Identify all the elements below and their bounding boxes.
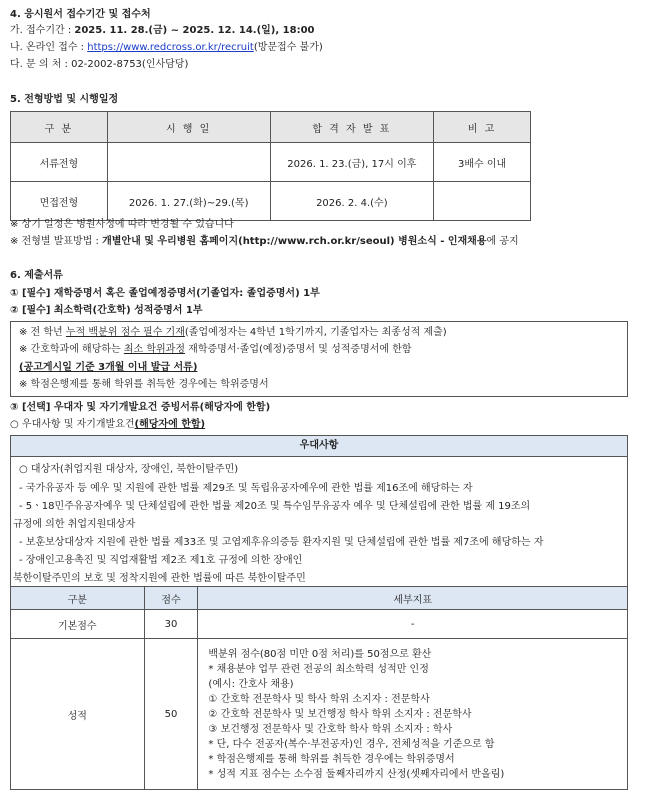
note-text: 재학증명서·졸업(예정)증명서 및 성적증명서에 한함 — [185, 344, 412, 355]
table-cell: 50 — [144, 639, 198, 790]
section6-title: 6. 제출서류 — [10, 270, 63, 281]
schedule-header: 구 분 — [11, 112, 108, 143]
note-text: ※ 전 학년 — [19, 327, 66, 338]
table-cell: 2026. 2. 4.(수) — [270, 182, 434, 221]
schedule-header: 합 격 자 발 표 — [270, 112, 434, 143]
note-emphasis: 최소 학위과정 — [123, 344, 185, 355]
preference-header: 우대사항 — [11, 436, 627, 457]
contact-line: 다. 문 의 처 : 02-2002-8753(인사담당) — [10, 59, 189, 70]
table-cell: - — [198, 610, 628, 639]
period-label: 가. 접수기간 : — [10, 25, 75, 36]
preference-line: 북한이탈주민의 보호 및 정착지원에 관한 법률에 따른 북한이탈주민 — [13, 573, 306, 584]
online-label: 나. 온라인 접수 : — [10, 42, 88, 53]
schedule-note: ※ 상기 일정은 병원사정에 따라 변경될 수 있습니다 — [10, 219, 234, 230]
preference-box — [10, 435, 628, 587]
table-cell: 3배수 이내 — [434, 143, 531, 182]
optional-doc-3: ③ [선택] 우대자 및 자기개발요건 증빙서류(해당자에 한함) — [10, 402, 271, 413]
note-emphasis: 누적 백분위 점수 필수 기재 — [65, 327, 185, 338]
preference-line: ○ 대상자(취업지원 대상자, 장애인, 북한이탈주민) — [19, 464, 239, 475]
note-line — [19, 343, 412, 357]
table-cell — [434, 182, 531, 221]
preference-subtitle — [10, 418, 205, 432]
schedule-header: 비 고 — [434, 112, 531, 143]
score-header: 구분 — [11, 587, 145, 610]
recruit-link[interactable]: https://www.redcross.or.kr/recruit — [87, 42, 254, 53]
score-header: 세부지표 — [198, 587, 628, 610]
table-cell: 면접전형 — [11, 182, 108, 221]
announcement-suffix: 에 공지 — [486, 236, 519, 247]
schedule-table — [10, 111, 531, 221]
score-header: 점수 — [144, 587, 198, 610]
table-cell: 성적 — [11, 639, 145, 790]
table-cell: 기본점수 — [11, 610, 145, 639]
preference-line: - 5ㆍ18민주유공자예우 및 단체설립에 관한 법률 제20조 및 특수임무유공자 예우 및 단체설립에 관한 법률 제 19조의 — [19, 501, 531, 512]
score-table — [10, 586, 628, 790]
note-text: (졸업예정자는 4학년 1학기까지, 기졸업자는 최종성적 제출) — [184, 327, 447, 338]
table-row — [11, 143, 531, 182]
detail-line: 백분위 점수(80점 미만 0점 처리)를 50점으로 환산 — [208, 649, 432, 660]
preference-line: - 장애인고용촉진 및 직업재활법 제2조 제1호 규정에 의한 장애인 — [19, 555, 303, 566]
detail-line: (예시: 간호사 채용) — [208, 679, 294, 690]
online-note: (방문접수 불가) — [253, 42, 323, 53]
score-details-cell — [198, 639, 628, 790]
required-doc-1: ① [필수] 재학증명서 혹은 졸업예정증명서(기졸업자: 졸업증명서) 1부 — [10, 288, 320, 299]
note-line: ※ 학점은행제를 통해 학위를 취득한 경우에는 학위증명서 — [19, 379, 269, 390]
announcement-note — [10, 235, 519, 249]
table-cell: 2026. 1. 23.(금), 17시 이후 — [270, 143, 434, 182]
table-row — [11, 639, 628, 790]
announcement-label: ※ 전형별 발표방법 : — [10, 236, 103, 247]
table-cell — [107, 143, 270, 182]
application-period — [10, 24, 315, 38]
table-row — [11, 182, 531, 221]
preference-subtitle-text: ○ 우대사항 및 자기개발요건 — [10, 419, 135, 430]
note-line: (공고게시일 기준 3개월 이내 발급 서류) — [19, 362, 198, 373]
detail-line: * 채용분야 업무 관련 전공의 최소학력 성적만 인정 — [208, 664, 429, 675]
schedule-header: 시 행 일 — [107, 112, 270, 143]
table-row — [11, 610, 628, 639]
required-doc-2: ② [필수] 최소학력(간호학) 성적증명서 1부 — [10, 305, 203, 316]
detail-line: ② 간호학 전문학사 및 보건행정 학사 학위 소지자 : 전문학사 — [208, 709, 472, 720]
table-cell: 2026. 1. 27.(화)~29.(목) — [107, 182, 270, 221]
detail-line: ① 간호학 전문학사 및 학사 학위 소지자 : 전문학사 — [208, 694, 430, 705]
online-application — [10, 41, 323, 55]
section4-title: 4. 응시원서 접수기간 및 접수처 — [10, 9, 151, 20]
detail-line: * 성적 지표 점수는 소수점 둘째자리까지 산정(셋째자리에서 반올림) — [208, 769, 505, 780]
transcript-notes-box — [10, 321, 628, 397]
detail-line: * 단, 다수 전공자(복수·부전공자)인 경우, 전체성적을 기준으로 함 — [208, 739, 495, 750]
preference-line: 규정에 의한 취업지원대상자 — [13, 519, 136, 530]
table-cell: 30 — [144, 610, 198, 639]
preference-subtitle-emphasis: (해당자에 한함) — [134, 419, 206, 430]
table-cell: 서류전형 — [11, 143, 108, 182]
detail-line: * 학점은행제를 통해 학위를 취득한 경우에는 학위증명서 — [208, 754, 455, 765]
section5-title: 5. 전형방법 및 시행일정 — [10, 94, 119, 105]
announcement-method: 개별안내 및 우리병원 홈페이지(http://www.rch.or.kr/seoul) 병원소식 - 인재채용 — [102, 236, 487, 247]
detail-line: ③ 보건행정 전문학사 및 간호학 학사 학위 소지자 : 학사 — [208, 724, 453, 735]
preference-line: - 보훈보상대상자 지원에 관한 법률 제33조 및 고엽제후유의증등 환자지원 및 단체설립에 관한 법률 제7조에 해당하는 자 — [19, 537, 544, 548]
period-value: 2025. 11. 28.(금) ~ 2025. 12. 14.(일), 18:00 — [74, 25, 315, 36]
note-line — [19, 326, 447, 340]
note-text: ※ 간호학과에 해당하는 — [19, 344, 124, 355]
preference-line: - 국가유공자 등 예우 및 지원에 관한 법률 제29조 및 독립유공자예우에 관한 법률 제16조에 해당하는 자 — [19, 483, 473, 494]
